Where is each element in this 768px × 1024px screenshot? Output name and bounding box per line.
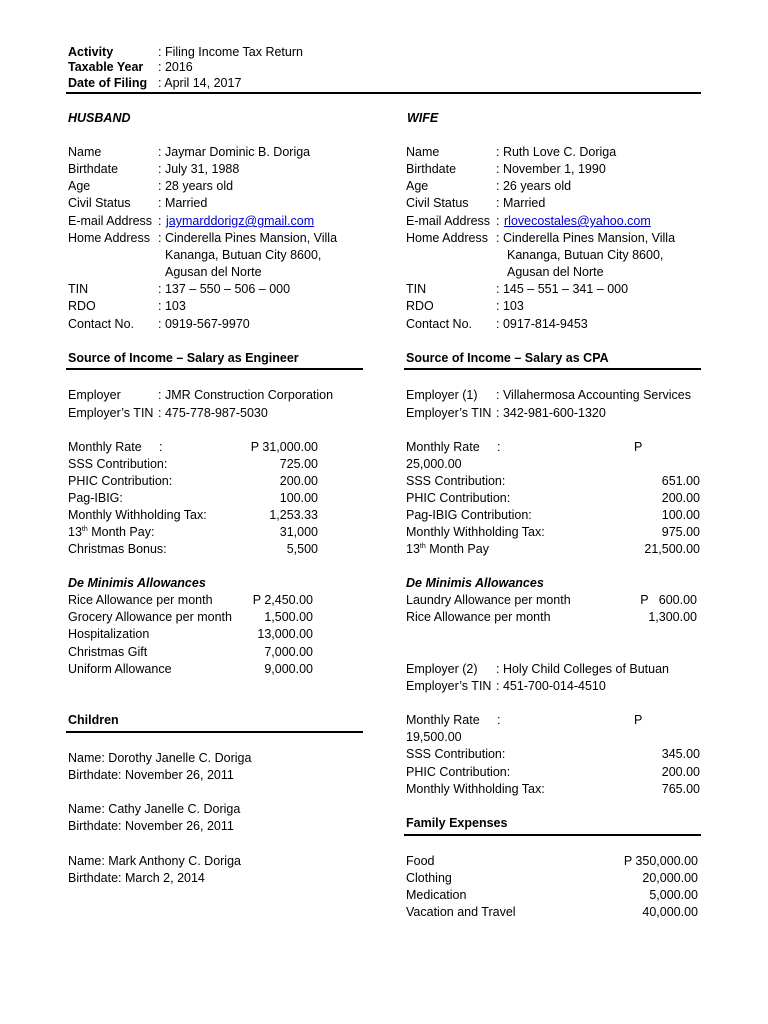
wife-monthly-rate2-value: 19,500.00: [406, 730, 462, 744]
wife-13th-month-label: 13th Month Pay: [406, 542, 489, 556]
wife-rice-allowance-value: 1,300.00: [648, 610, 697, 624]
husband-rice-allowance-value: P 2,450.00: [252, 593, 313, 607]
husband-phic-label: PHIC Contribution:: [68, 474, 173, 488]
expense-clothing-label: Clothing: [406, 871, 452, 885]
husband-christmas-gift-label: Christmas Gift: [68, 645, 148, 659]
wife-rdo-label: RDO: [406, 299, 434, 313]
wife-withholding1-label: Monthly Withholding Tax:: [406, 525, 545, 539]
wife-birthdate-value: : November 1, 1990: [496, 162, 606, 176]
wife-pagibig1-label: Pag-IBIG Contribution:: [406, 508, 532, 522]
wife-tin-value: : 145 – 551 – 341 – 000: [496, 282, 629, 296]
wife-civil-status-label: Civil Status: [406, 196, 469, 210]
expense-vacation-value: 40,000.00: [642, 905, 698, 919]
husband-13th-month-label: 13th Month Pay:: [68, 525, 155, 539]
husband-name-label: Name: [68, 145, 102, 159]
husband-pagibig-value: 100.00: [279, 491, 318, 505]
husband-sss-label: SSS Contribution:: [68, 457, 168, 471]
husband-sss-value: 725.00: [279, 457, 318, 471]
husband-civil-status-label: Civil Status: [68, 196, 131, 210]
husband-contact-value: : 0919-567-9970: [158, 317, 250, 331]
husband-monthly-rate-label: Monthly Rate :: [68, 440, 163, 454]
wife-income-heading: Source of Income – Salary as CPA: [406, 351, 609, 365]
expense-medication-label: Medication: [406, 888, 467, 902]
wife-withholding2-value: 765.00: [661, 782, 700, 796]
wife-address-label: Home Address: [406, 231, 488, 245]
husband-pagibig-label: Pag-IBIG:: [68, 491, 123, 505]
expense-food-value: P 350,000.00: [623, 854, 698, 868]
wife-sss1-label: SSS Contribution:: [406, 474, 506, 488]
taxable-year-value: : 2016: [158, 60, 193, 74]
wife-monthly-rate1-currency: P: [634, 440, 643, 454]
husband-employer-label: Employer: [68, 388, 121, 402]
wife-sss1-value: 651.00: [661, 474, 700, 488]
wife-rdo-value: : 103: [496, 299, 524, 313]
husband-email-label: E-mail Address: [68, 214, 153, 228]
husband-monthly-rate-value: P 31,000.00: [250, 440, 318, 454]
husband-bonus-label: Christmas Bonus:: [68, 542, 167, 556]
activity-label: Activity: [68, 45, 114, 59]
date-of-filing-label: Date of Filing: [68, 76, 148, 90]
wife-email-link[interactable]: rlovecostales@yahoo.com: [504, 214, 651, 228]
wife-monthly-rate2-currency: P: [634, 713, 643, 727]
husband-employer-value: : JMR Construction Corporation: [158, 388, 334, 402]
expense-medication-value: 5,000.00: [649, 888, 698, 902]
husband-withholding-value: 1,253.33: [269, 508, 318, 522]
husband-withholding-label: Monthly Withholding Tax:: [68, 508, 207, 522]
husband-employer-tin-label: Employer’s TIN: [68, 406, 154, 420]
wife-address-line-1: : Cinderella Pines Mansion, Villa: [496, 231, 676, 245]
child-1-birthdate: Birthdate: November 26, 2011: [68, 768, 234, 782]
husband-name-value: : Jaymar Dominic B. Doriga: [158, 145, 311, 159]
husband-income-divider: [66, 368, 363, 370]
husband-rice-allowance-label: Rice Allowance per month: [68, 593, 213, 607]
wife-phic1-label: PHIC Contribution:: [406, 491, 511, 505]
wife-laundry-allowance-label: Laundry Allowance per month: [406, 593, 571, 607]
wife-name-label: Name: [406, 145, 440, 159]
wife-monthly-rate1-value: 25,000.00: [406, 457, 462, 471]
husband-address-line-3: Agusan del Norte: [165, 265, 262, 279]
husband-heading: HUSBAND: [68, 111, 131, 125]
child-3-name: Name: Mark Anthony C. Doriga: [68, 854, 241, 868]
husband-uniform-allowance-value: 9,000.00: [264, 662, 313, 676]
wife-pagibig1-value: 100.00: [661, 508, 700, 522]
expense-food-label: Food: [406, 854, 435, 868]
husband-phic-value: 200.00: [279, 474, 318, 488]
husband-contact-label: Contact No.: [68, 317, 135, 331]
husband-age-value: : 28 years old: [158, 179, 234, 193]
expense-vacation-label: Vacation and Travel: [406, 905, 516, 919]
wife-employer2-value: : Holy Child Colleges of Butuan: [496, 662, 670, 676]
wife-monthly-rate1-label: Monthly Rate :: [406, 440, 501, 454]
wife-income-divider: [404, 368, 701, 370]
wife-name-value: : Ruth Love C. Doriga: [496, 145, 617, 159]
wife-phic2-label: PHIC Contribution:: [406, 765, 511, 779]
husband-tin-label: TIN: [68, 282, 89, 296]
wife-sss2-label: SSS Contribution:: [406, 747, 506, 761]
expense-clothing-value: 20,000.00: [642, 871, 698, 885]
child-3-birthdate: Birthdate: March 2, 2014: [68, 871, 205, 885]
husband-13th-month-value: 31,000: [279, 525, 318, 539]
wife-birthdate-label: Birthdate: [406, 162, 457, 176]
wife-sss2-value: 345.00: [661, 747, 700, 761]
wife-withholding2-label: Monthly Withholding Tax:: [406, 782, 545, 796]
husband-address-label: Home Address: [68, 231, 150, 245]
wife-employer2-tin-value: : 451-700-014-4510: [496, 679, 606, 693]
wife-contact-value: : 0917-814-9453: [496, 317, 588, 331]
taxable-year-label: Taxable Year: [68, 60, 144, 74]
activity-value: : Filing Income Tax Return: [158, 45, 303, 59]
husband-grocery-allowance-label: Grocery Allowance per month: [68, 610, 232, 624]
wife-13th-month-value: 21,500.00: [644, 542, 700, 556]
husband-hospitalization-label: Hospitalization: [68, 627, 150, 641]
wife-employer1-tin-value: : 342-981-600-1320: [496, 406, 606, 420]
husband-employer-tin-value: : 475-778-987-5030: [158, 406, 268, 420]
husband-civil-status-value: : Married: [158, 196, 208, 210]
husband-bonus-value: 5,500: [286, 542, 318, 556]
husband-address-line-1: : Cinderella Pines Mansion, Villa: [158, 231, 338, 245]
children-divider: [66, 731, 363, 733]
wife-age-label: Age: [406, 179, 429, 193]
wife-monthly-rate2-label: Monthly Rate :: [406, 713, 501, 727]
wife-employer1-tin-label: Employer’s TIN: [406, 406, 492, 420]
wife-heading: WIFE: [407, 111, 439, 125]
husband-email-link[interactable]: jaymarddorigz@gmail.com: [166, 214, 315, 228]
wife-civil-status-value: : Married: [496, 196, 546, 210]
family-expenses-divider: [404, 834, 701, 836]
children-heading: Children: [68, 713, 119, 727]
husband-uniform-allowance-label: Uniform Allowance: [68, 662, 172, 676]
husband-address-line-2: Kananga, Butuan City 8600,: [165, 248, 322, 262]
husband-grocery-allowance-value: 1,500.00: [264, 610, 313, 624]
wife-contact-label: Contact No.: [406, 317, 473, 331]
wife-age-value: : 26 years old: [496, 179, 572, 193]
wife-email-label: E-mail Address: [406, 214, 491, 228]
husband-deminimis-heading: De Minimis Allowances: [68, 576, 206, 590]
husband-christmas-gift-value: 7,000.00: [264, 645, 313, 659]
husband-rdo-label: RDO: [68, 299, 96, 313]
husband-birthdate-label: Birthdate: [68, 162, 119, 176]
husband-rdo-value: : 103: [158, 299, 186, 313]
wife-email-colon: :: [496, 214, 500, 228]
wife-withholding1-value: 975.00: [661, 525, 700, 539]
wife-rice-allowance-label: Rice Allowance per month: [406, 610, 551, 624]
husband-tin-value: : 137 – 550 – 506 – 000: [158, 282, 291, 296]
wife-employer1-value: : Villahermosa Accounting Services: [496, 388, 692, 402]
family-expenses-heading: Family Expenses: [406, 816, 508, 830]
wife-phic2-value: 200.00: [661, 765, 700, 779]
header-divider: [66, 92, 701, 94]
husband-age-label: Age: [68, 179, 91, 193]
husband-hospitalization-value: 13,000.00: [257, 627, 313, 641]
child-2-birthdate: Birthdate: November 26, 2011: [68, 819, 234, 833]
husband-income-heading: Source of Income – Salary as Engineer: [68, 351, 299, 365]
wife-employer1-label: Employer (1): [406, 388, 478, 402]
husband-email-colon: :: [158, 214, 162, 228]
wife-employer2-label: Employer (2): [406, 662, 478, 676]
husband-birthdate-value: : July 31, 1988: [158, 162, 240, 176]
child-2-name: Name: Cathy Janelle C. Doriga: [68, 802, 241, 816]
date-of-filing-value: : April 14, 2017: [158, 76, 242, 90]
wife-employer2-tin-label: Employer’s TIN: [406, 679, 492, 693]
wife-deminimis-heading: De Minimis Allowances: [406, 576, 544, 590]
wife-address-line-3: Agusan del Norte: [507, 265, 604, 279]
wife-laundry-allowance-value: P 600.00: [640, 593, 697, 607]
wife-address-line-2: Kananga, Butuan City 8600,: [507, 248, 664, 262]
wife-tin-label: TIN: [406, 282, 427, 296]
child-1-name: Name: Dorothy Janelle C. Doriga: [68, 751, 252, 765]
wife-phic1-value: 200.00: [661, 491, 700, 505]
